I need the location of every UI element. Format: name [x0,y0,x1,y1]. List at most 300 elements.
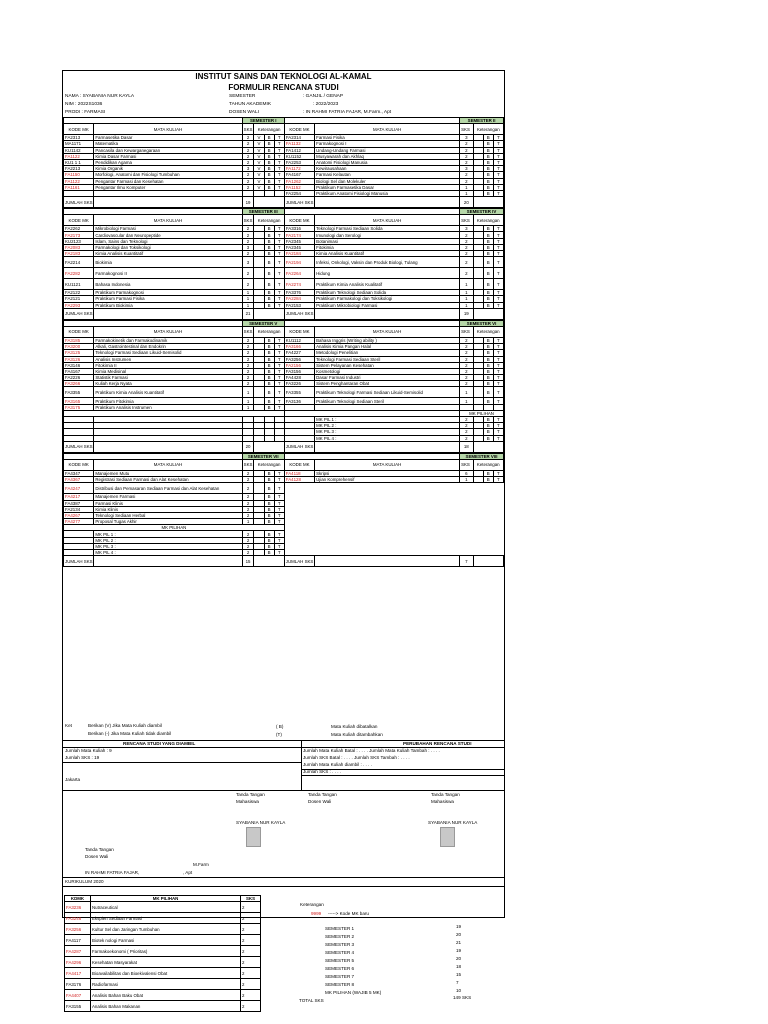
course-sks: 2 [460,141,473,147]
add-mark[interactable]: T [493,477,503,483]
cancel-mark[interactable]: B [264,238,274,244]
add-mark[interactable]: T [274,166,284,172]
table-row [64,268,504,279]
course-name: Praktikum Anatomi Fisiologi Manusia [315,190,460,196]
sig-advisor-tt: Tanda Tangan [308,792,337,797]
course-code: FA4267 [64,512,94,518]
add-mark[interactable]: T [274,477,284,483]
add-mark[interactable]: T [274,483,284,494]
add-mark[interactable]: T [274,257,284,268]
add-mark[interactable]: T [274,470,284,476]
course-code: FA3256 [65,924,91,935]
add-mark[interactable]: T [493,268,503,279]
add-mark[interactable]: T [274,226,284,232]
add-mark[interactable]: T [493,166,503,172]
cancel-mark[interactable]: B [264,226,274,232]
add-mark[interactable]: T [274,147,284,153]
cancel-mark[interactable]: B [264,290,274,296]
divider [63,886,504,887]
course-name: Cardiovascular dan Neuropeptide [94,232,242,238]
cancel-mark[interactable]: B [483,184,493,190]
sig-advisor2-role: Dosen Wali [85,854,109,859]
pilihan-row: MK PIL 1 : 2 B T [64,417,504,423]
summary-sks: 20 [456,932,462,937]
course-name: Praktikum Kimia Analisis Kuantitatif [94,387,242,398]
course-sks: 2 [242,494,254,500]
cancel-mark[interactable]: B [264,350,274,356]
cancel-mark[interactable]: B [483,232,493,238]
add-mark[interactable]: T [493,290,503,296]
course-code: FA2264 [284,268,314,279]
course-sks: 2 [241,924,261,935]
course-sks: 2 [242,135,254,141]
cancel-mark[interactable]: B [483,470,493,476]
cancel-mark[interactable]: B [264,387,274,398]
cancel-mark[interactable]: B [264,147,274,153]
course-code: FA4367 [64,477,94,483]
cancel-mark[interactable]: B [264,257,274,268]
column-header: KODE MK [284,326,314,337]
cancel-mark[interactable]: B [483,268,493,279]
take-mark[interactable]: V [254,135,264,141]
add-mark[interactable]: T [493,356,503,362]
semester-tables [63,117,504,567]
take-mark[interactable] [254,483,264,494]
add-mark[interactable]: T [493,350,503,356]
add-mark[interactable]: T [274,350,284,356]
cancel-mark[interactable]: B [264,506,274,512]
sig-student-tt: Tanda Tangan [236,792,265,797]
add-mark[interactable]: T [274,232,284,238]
cancel-mark[interactable]: B [264,356,274,362]
course-code: MA1171 [64,141,94,147]
cancel-mark[interactable]: B [264,141,274,147]
add-mark[interactable]: T [493,302,503,308]
course-code: FA3125 [64,350,94,356]
cancel-mark[interactable]: B [264,232,274,238]
add-mark[interactable]: T [493,257,503,268]
cancel-mark[interactable]: B [483,350,493,356]
total-sks-label: JUMLAH SKS [64,308,94,319]
cancel-mark[interactable]: B [483,387,493,398]
course-sks: 1 [242,404,254,410]
course-sks: 1 [460,398,473,404]
add-mark[interactable]: T [274,141,284,147]
course-name: Teknologi Farmasi Sediaan Solida [315,226,460,232]
take-mark[interactable]: V [254,178,264,184]
cancel-mark[interactable]: B [483,178,493,184]
add-mark[interactable]: T [274,290,284,296]
course-code: FA2122 [64,290,94,296]
add-mark[interactable]: T [274,375,284,381]
elective-row [65,913,261,924]
table-row [64,279,504,290]
course-sks: 2 [460,350,473,356]
cancel-mark[interactable]: B [483,159,493,165]
course-name: Farmakologi dan Toksikologi [94,244,242,250]
add-mark[interactable]: T [274,153,284,159]
divider [63,762,301,763]
cancel-mark[interactable]: B [264,404,274,410]
total-sks-label: JUMLAH SKS [284,441,314,452]
course-sks: 2 [242,381,254,387]
course-name: Farmasi Kelautan [315,172,460,178]
academic-year-value: : 2022/2023 [313,102,339,107]
cancel-mark[interactable]: B [264,153,274,159]
semester-label: SEMESTER V [242,320,284,326]
course-code: FA3126 [64,356,94,362]
cancel-mark[interactable]: B [483,244,493,250]
add-mark[interactable]: T [274,368,284,374]
take-mark[interactable]: V [254,172,264,178]
course-code: FA3316 [284,226,314,232]
pilihan-slot: MK PIL 2 : [94,537,242,543]
semester-label: SEMESTER III [242,209,284,215]
column-header: MATA KULIAH [94,326,242,337]
semester-label: SEMESTER VII [242,453,284,459]
add-mark[interactable]: T [493,226,503,232]
add-mark[interactable]: T [493,296,503,302]
summary-sks: 19 [456,948,462,953]
add-mark[interactable]: T [493,337,503,343]
cancel-mark[interactable]: B [264,519,274,525]
course-sks: 2 [460,251,473,257]
elective-row [65,935,261,946]
course-name: Pengantar Ilmu Komputer [94,184,242,190]
cancel-mark[interactable]: B [483,344,493,350]
take-mark[interactable] [473,257,483,268]
course-code: FA2254 [284,190,314,196]
add-mark[interactable]: T [493,184,503,190]
course-sks: 3 [242,166,254,172]
cancel-mark[interactable]: B [264,159,274,165]
course-code: FA3175 [64,404,94,410]
add-mark[interactable]: T [274,172,284,178]
cancel-mark[interactable]: B [264,337,274,343]
course-code: KU1121 [64,279,94,290]
divider [301,769,504,770]
cancel-mark[interactable]: B [483,279,493,290]
add-mark[interactable]: T [493,153,503,159]
cancel-mark[interactable]: B [264,302,274,308]
cancel-mark[interactable]: B [264,494,274,500]
course-name: Mikrobiologi Farmasi [94,226,242,232]
add-mark[interactable]: T [493,470,503,476]
add-mark[interactable]: T [493,232,503,238]
course-name: Analisis Kimia Pangan Halal [315,344,460,350]
pilihan-row: MK PIL 3 : 2 B T [64,429,504,435]
add-mark[interactable]: T [274,184,284,190]
total-sks-value: 18 [460,441,473,452]
add-mark[interactable]: T [493,344,503,350]
summary-sks: 19 [456,924,462,929]
add-mark[interactable]: T [274,302,284,308]
add-mark[interactable]: T [274,238,284,244]
summary-semester: SEMESTER 7 [325,974,355,979]
cancel-mark[interactable]: B [483,356,493,362]
cancel-mark[interactable]: B [264,268,274,279]
take-mark[interactable] [473,268,483,279]
cancel-mark[interactable]: B [264,172,274,178]
course-name: Praktikum Fitokimia [94,398,242,404]
cancel-mark[interactable]: B [264,344,274,350]
cancel-mark[interactable]: B [264,251,274,257]
course-name: Teknologi Farmasi Sediaan Steril [315,356,460,362]
course-code: FA1161 [64,184,94,190]
summary-semester: SEMESTER 6 [325,966,355,971]
cancel-mark[interactable]: B [483,398,493,404]
add-mark[interactable]: T [274,135,284,141]
add-mark[interactable]: T [493,244,503,250]
add-mark[interactable]: T [274,344,284,350]
course-sks: 2 [460,238,473,244]
add-mark[interactable]: T [274,381,284,387]
course-name: Alkali, Gastrointestinal dan Endokrin [94,344,242,350]
cancel-mark[interactable]: B [264,381,274,387]
course-sks: 2 [242,500,254,506]
cancel-mark[interactable]: B [483,153,493,159]
course-code: FA2345 [284,244,314,250]
course-name: Praktikum Biokimia [94,302,242,308]
course-code: FA3236 [65,902,91,913]
add-mark[interactable]: T [493,147,503,153]
student-row-3 [63,109,504,117]
cancel-mark[interactable]: B [483,477,493,483]
course-code: FA3166 [284,344,314,350]
add-mark[interactable]: T [274,244,284,250]
course-code: FA3156 [284,368,314,374]
course-code: FA2262 [64,226,94,232]
cancel-mark[interactable]: B [264,362,274,368]
course-code: FA2313 [64,135,94,141]
course-code: FA1150 [64,172,94,178]
column-header: MATA KULIAH [315,215,460,226]
take-mark[interactable] [473,279,483,290]
cancel-mark[interactable]: B [264,166,274,172]
legend-take: Berikan (V) Jika Mata Kuliah diambil [88,723,162,728]
add-mark[interactable]: T [274,494,284,500]
course-sks: 2 [242,172,254,178]
cancel-mark[interactable]: B [483,238,493,244]
course-sks: 2 [460,178,473,184]
add-mark[interactable]: T [493,387,503,398]
cancel-mark[interactable]: B [264,483,274,494]
cancel-mark[interactable]: B [483,251,493,257]
summary-semester: SEMESTER 8 [325,982,355,987]
course-name: Praktikum Farmakologi dan Toksikologi [315,296,460,302]
cancel-mark[interactable]: B [483,147,493,153]
total-sks-label: JUMLAH SKS [64,441,94,452]
cancel-mark[interactable]: B [483,190,493,196]
cancel-mark[interactable]: B [483,375,493,381]
add-mark[interactable]: T [274,387,284,398]
cancel-mark[interactable]: B [483,337,493,343]
semester-table-5-6 [63,320,504,453]
add-mark[interactable]: T [493,172,503,178]
course-sks: 2 [460,153,473,159]
take-mark[interactable]: V [254,141,264,147]
total-sks-value: 19 [460,308,473,319]
course-name: Fitokimia [315,244,460,250]
column-header: SKS [241,896,261,902]
cancel-mark[interactable]: B [483,226,493,232]
course-sks: 2 [242,232,254,238]
add-mark[interactable]: T [274,519,284,525]
course-code: KU1142 [64,147,94,153]
student-row-1 [63,93,504,101]
course-name: Farmakognosi I [315,141,460,147]
cancel-mark[interactable]: B [264,135,274,141]
course-code: FA4347 [64,470,94,476]
course-code: FA3355 [64,387,94,398]
course-sks: 1 [460,296,473,302]
cancel-mark[interactable]: B [264,470,274,476]
course-name: Kimia Medisinal [94,368,242,374]
take-mark[interactable]: V [254,166,264,172]
cancel-mark[interactable]: B [483,290,493,296]
column-header: SKS [460,215,473,226]
add-mark[interactable]: T [274,362,284,368]
add-mark[interactable]: T [274,356,284,362]
institute-title: INSTITUT SAINS DAN TEKNOLOGI AL-KAMAL [195,72,372,81]
add-mark[interactable]: T [493,135,503,141]
course-code: FA4117 [65,935,91,946]
add-mark[interactable]: T [274,296,284,302]
add-mark[interactable]: T [274,500,284,506]
cancel-mark[interactable]: B [483,302,493,308]
add-mark[interactable]: T [493,159,503,165]
cancel-mark[interactable]: B [264,279,274,290]
add-mark[interactable]: T [493,190,503,196]
column-header: KODE MK [64,326,94,337]
course-sks: 1 [460,302,473,308]
sig-student-name: SYABANIA NUR KAYLA [236,820,286,825]
take-mark[interactable]: V [254,159,264,165]
summary-sks: 7 [456,980,459,985]
course-sks: 2 [460,232,473,238]
add-mark[interactable]: T [493,279,503,290]
cancel-mark[interactable]: B [483,257,493,268]
take-mark[interactable] [254,257,264,268]
add-mark[interactable]: T [274,279,284,290]
add-mark[interactable]: T [493,362,503,368]
course-code: FA4387 [64,500,94,506]
course-sks: 2 [242,506,254,512]
legend-batal: Mata Kuliah dibatalkan [331,724,378,729]
course-code: FA2156 [284,362,314,368]
course-code: FA3200 [64,344,94,350]
course-sks: 2 [460,172,473,178]
cancel-mark[interactable]: B [483,166,493,172]
course-name: Analisis Instrumen [94,356,242,362]
elective-row [65,957,261,968]
cancel-mark[interactable]: B [264,398,274,404]
course-name: Imunologi dan Serologi [315,232,460,238]
sig-student-role: Mahasiswa [236,799,259,804]
sig-advisor2-tt: Tanda Tangan [85,847,114,852]
total-sks-value: 20 [242,441,254,452]
sig-advisor-role: Dosen Wali [308,799,332,804]
cancel-mark[interactable]: B [264,178,274,184]
cancel-mark[interactable]: B [483,362,493,368]
add-mark[interactable]: T [493,368,503,374]
pilihan-slot: MK PIL 4 : [94,550,242,556]
take-mark[interactable]: V [254,153,264,159]
summary-sks: 18 [456,964,462,969]
add-mark[interactable]: T [274,159,284,165]
course-name: Praktikum Teknologi Sediaan Steril [315,398,460,404]
cancel-mark[interactable]: B [483,368,493,374]
take-mark[interactable] [254,268,264,279]
cancel-mark[interactable]: B [264,296,274,302]
add-mark[interactable]: T [274,512,284,518]
course-sks: 1 [460,477,473,483]
legend-ket: Ket [65,723,72,728]
course-name: Kultur Sel dan Jaringan Tumbuhan [91,924,241,935]
add-mark[interactable]: T [493,381,503,387]
add-mark[interactable]: T [274,268,284,279]
take-mark[interactable]: V [254,184,264,190]
add-mark[interactable]: T [493,238,503,244]
add-mark[interactable]: T [493,178,503,184]
summary-semester: MK PILIHAN (WAJIB 5 MK) [325,990,382,995]
add-mark[interactable]: T [274,178,284,184]
add-mark[interactable]: T [493,375,503,381]
take-mark[interactable] [254,279,264,290]
add-mark[interactable]: T [274,251,284,257]
cancel-mark[interactable]: B [483,141,493,147]
add-mark[interactable]: T [493,398,503,404]
cancel-mark[interactable]: B [264,244,274,250]
add-mark[interactable]: T [274,337,284,343]
cancel-mark[interactable]: B [264,512,274,518]
course-sks: 2 [460,147,473,153]
take-mark[interactable]: V [254,147,264,153]
column-header: KODE MK [64,215,94,226]
cancel-mark[interactable]: B [264,368,274,374]
add-mark[interactable]: T [274,398,284,404]
course-code: FA3155 [65,1001,91,1012]
column-header: MATA KULIAH [94,459,242,470]
cancel-mark[interactable]: B [483,296,493,302]
cancel-mark[interactable]: B [483,172,493,178]
take-mark[interactable] [254,387,264,398]
academic-year-label: TAHUN AKADEMIK [229,102,272,107]
total-sks-value: 21 [242,308,254,319]
column-header: KDMK [65,896,91,902]
course-name: Sistem Pelayanan Kesehatan [315,362,460,368]
cancel-mark[interactable]: B [483,381,493,387]
course-code: FA4296 [65,957,91,968]
add-mark[interactable]: T [274,506,284,512]
course-sks: 1 [460,290,473,296]
add-mark[interactable]: T [493,251,503,257]
cancel-mark[interactable]: B [264,184,274,190]
cancel-mark[interactable]: B [264,375,274,381]
course-sks: 1 [242,398,254,404]
course-sks: 2 [460,257,473,268]
cancel-mark[interactable]: B [483,135,493,141]
advisor-label: DOSEN WALI [229,110,259,115]
cancel-mark[interactable]: B [264,477,274,483]
add-mark[interactable]: T [493,141,503,147]
column-header: SKS [460,459,473,470]
cancel-mark[interactable]: B [264,500,274,506]
add-mark[interactable]: T [274,404,284,410]
semester-label: SEMESTER VI [460,320,504,326]
course-sks: 1 [460,184,473,190]
take-mark[interactable] [473,387,483,398]
